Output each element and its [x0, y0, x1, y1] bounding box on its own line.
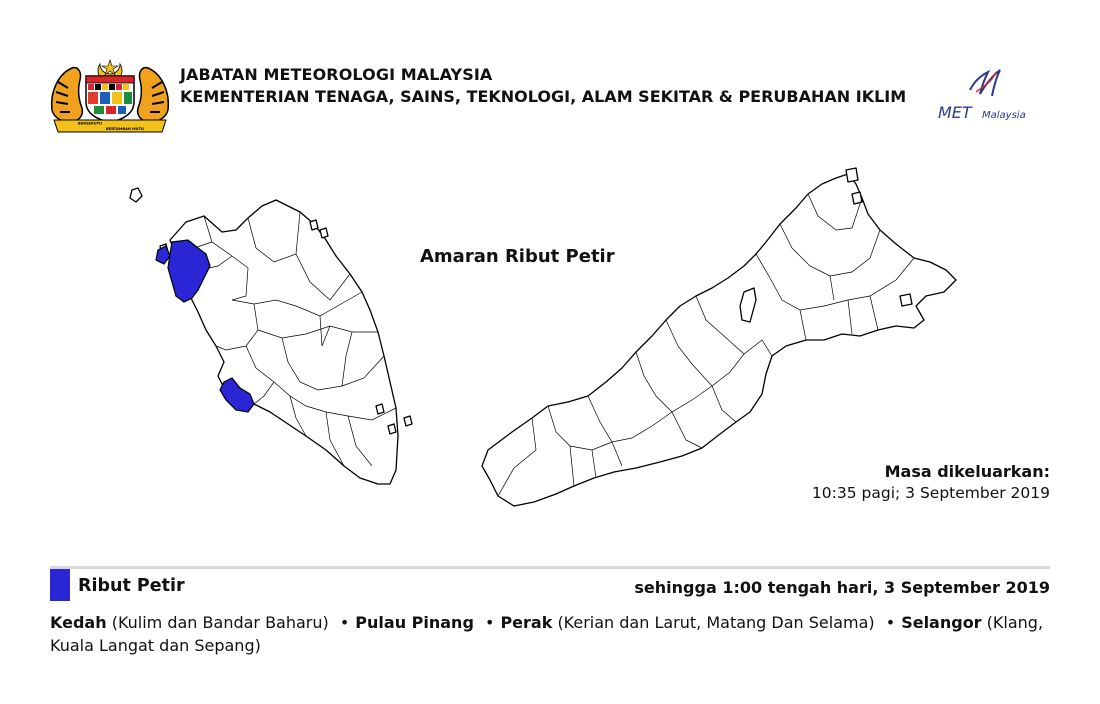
- area-state-1: Pulau Pinang: [355, 613, 474, 632]
- ministry-name: KEMENTERIAN TENAGA, SAINS, TEKNOLOGI, ALAM SEKITAR & PERUBAHAN IKLIM: [180, 87, 907, 106]
- area-state-3: Selangor: [901, 613, 982, 632]
- affected-areas: [50, 611, 1060, 657]
- legend-swatch: [50, 569, 70, 601]
- area-detail-3: (Klang, Kuala Langat dan Sepang): [50, 613, 1044, 655]
- logo-malaysia-text: Malaysia: [982, 110, 1026, 121]
- org-name: JABATAN METEOROLOGI MALAYSIA: [180, 65, 493, 84]
- malaysia-crest-logo: [48, 58, 172, 134]
- issued-label: Masa dikeluarkan:: [884, 462, 1050, 481]
- area-separator: •: [485, 613, 495, 632]
- area-separator: •: [339, 613, 350, 632]
- legend-title: Ribut Petir: [78, 576, 185, 596]
- valid-until: sehingga 1:00 tengah hari, 3 September 2019: [634, 578, 1050, 597]
- crest-motto-1: BERSEKUTU: [78, 121, 103, 126]
- area-state-2: Perak: [500, 613, 553, 632]
- map-title: Amaran Ribut Petir: [420, 246, 615, 267]
- area-detail-2: (Kerian dan Larut, Matang Dan Selama): [557, 613, 875, 632]
- area-detail-0: (Kulim dan Bandar Baharu): [111, 613, 329, 632]
- peninsular-malaysia-outline: [170, 200, 398, 484]
- logo-met-text: MET: [938, 103, 972, 122]
- borneo-malaysia-outline: [482, 174, 956, 506]
- legend-divider: [50, 566, 1050, 569]
- area-state-0: Kedah: [50, 613, 107, 632]
- crest-motto-2: BERTAMBAH MUTU: [106, 127, 144, 131]
- warning-area-pulau-pinang: [156, 246, 170, 264]
- met-malaysia-logo: [936, 66, 1048, 122]
- issued-time: 10:35 pagi; 3 September 2019: [811, 484, 1050, 502]
- area-separator: •: [885, 613, 896, 632]
